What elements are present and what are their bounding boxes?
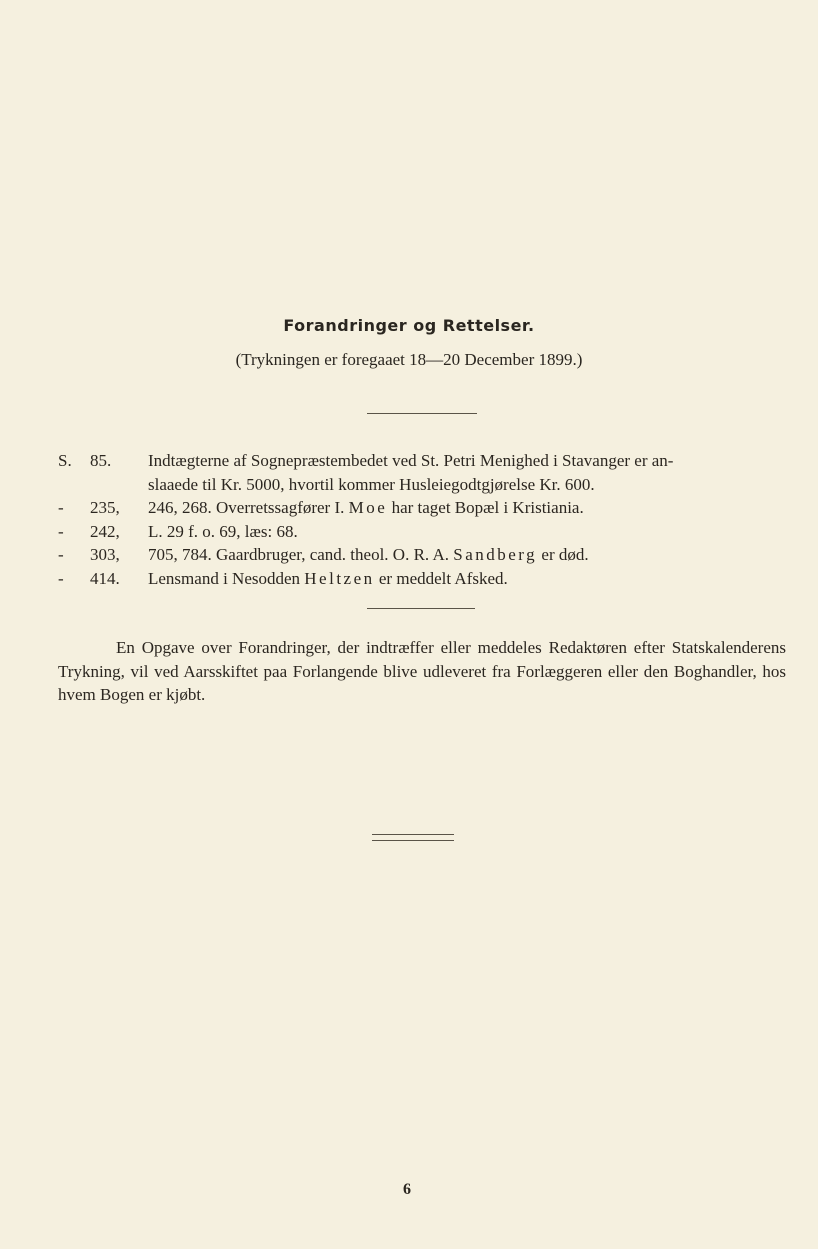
entry-text [148,496,798,520]
entry-person-name: Sandberg [453,545,538,564]
entry-text-part: 246, 268. Overretssagfører I. [148,498,349,517]
correction-entry [58,449,798,496]
entry-page-ref: 242, [90,521,120,541]
entry-page-ref: 85. [90,451,112,470]
page-title: Forandringer og Rettelser. [283,316,535,335]
entry-page-ref: 303, [90,545,120,564]
entry-text-part: har taget Bopæl i Kristiania. [387,498,584,517]
correction-entry [58,543,798,567]
entry-text-line: slaaede til Kr. 5000, hvortil kommer Husleiegodtgjørelse Kr. 600. [148,474,595,494]
entry-text [148,449,798,496]
entry-text [148,567,798,591]
page-number: 6 [403,1181,411,1198]
correction-entry [58,567,798,591]
entry-prefix: - [58,545,64,564]
entry-person-name: Heltzen [304,568,375,588]
entry-text-line: Indtægterne af Sognepræstembedet ved St. Petri Menighed i Stavanger er an- [148,451,674,470]
correction-entry [58,520,798,544]
correction-entry [58,496,798,520]
entry-prefix: - [58,568,64,588]
page-subtitle: (Trykningen er foregaaet 18—20 December 1899.) [235,350,583,369]
entry-text [148,543,798,567]
entry-text-part: er meddelt Afsked. [374,568,508,588]
entry-text: L. 29 f. o. 69, læs: 68. [148,521,298,541]
double-rule-lower [372,840,454,841]
entry-prefix: - [58,498,64,517]
entry-text-part: Lensmand i Nesodden [148,568,305,588]
divider-middle [367,608,475,609]
divider-top [367,413,477,414]
closing-note: En Opgave over Forandringer, der indtræffer eller meddeles Redaktøren efter Statskalenderens Trykning, vil ved Aarsskiftet paa Forlangende blive udleveret fra Forlæggeren eller den Boghandler, hos hvem Bogen er kjøbt. [58,638,786,704]
entry-person-name: Moe [348,498,388,517]
corrections-list [58,449,798,590]
entry-text-part: er død. [537,545,589,564]
entry-prefix: - [58,521,64,541]
entry-page-ref: 414. [90,568,120,588]
entry-page-ref: 235, [90,498,120,517]
double-rule-upper [372,834,454,835]
entry-text-part: 705, 784. Gaardbruger, cand. theol. O. R. A. [148,545,454,564]
entry-prefix: S. [58,451,72,470]
